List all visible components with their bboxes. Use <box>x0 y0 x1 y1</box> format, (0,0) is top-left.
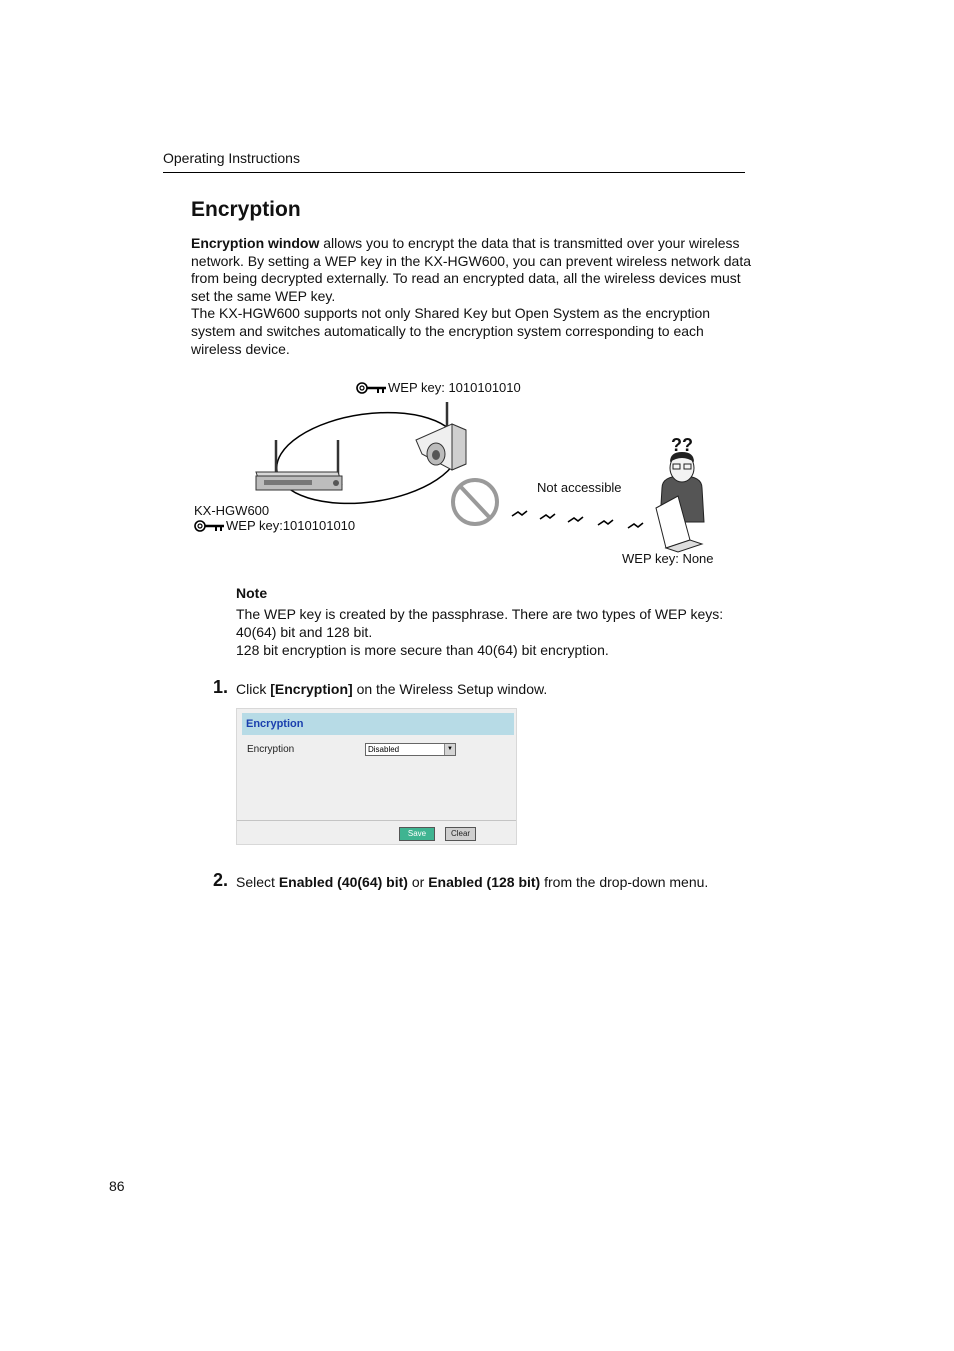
intro-paragraph-1 <box>191 235 751 305</box>
step-1-bold: [Encryption] <box>270 681 353 697</box>
intro-text <box>191 235 751 358</box>
step-2-bold-2: Enabled (128 bit) <box>428 874 541 890</box>
wep-diagram <box>190 372 730 572</box>
not-accessible-label: Not accessible <box>537 480 622 495</box>
router-icon <box>256 440 342 490</box>
intro-lead-bold: Encryption window <box>191 235 320 251</box>
intro-paragraph-2: The KX-HGW600 supports not only Shared Key but Open System as the encryption system and switches automatically to the encryption system corresponding to each wireless device. <box>191 305 711 357</box>
page-number: 86 <box>109 1178 125 1194</box>
save-button[interactable]: Save <box>399 827 435 841</box>
step-1-pre: Click <box>236 681 271 697</box>
page-title: Encryption <box>191 198 301 221</box>
step-2-pre: Select <box>236 874 279 890</box>
step-2-post: from the drop-down menu. <box>540 874 709 890</box>
camera-wep-label: WEP key: 1010101010 <box>388 380 521 395</box>
question-marks: ?? <box>671 435 693 455</box>
note-title: Note <box>236 585 268 601</box>
header-rule <box>163 172 745 173</box>
step-2-bold-1: Enabled (40(64) bit) <box>278 874 408 890</box>
encryption-field-label: Encryption <box>247 744 295 755</box>
note-line-2: 128 bit encryption is more secure than 40(64) bit encryption. <box>236 642 609 658</box>
step-2-text <box>236 874 708 890</box>
running-header: Operating Instructions <box>163 150 300 166</box>
camera-icon <box>416 402 466 470</box>
note-block <box>236 584 746 659</box>
window-divider <box>237 820 516 821</box>
prohibited-icon <box>453 480 497 524</box>
step-1-number: 1. <box>213 677 229 697</box>
encryption-select[interactable] <box>365 743 456 756</box>
clear-button[interactable]: Clear <box>445 827 476 841</box>
key-icon-router <box>195 521 224 531</box>
encryption-window-screenshot <box>236 708 517 845</box>
note-line-1: The WEP key is created by the passphrase. There are two types of WEP keys: 40(64) bit and 128 bit. <box>236 606 724 640</box>
encryption-window-title: Encryption <box>242 713 514 735</box>
user-wep-label: WEP key: None <box>622 551 714 566</box>
intro-lead-rest: allows you to encrypt the data that is transmitted over your wireless network. By setting a WEP key in the KX-HGW600, you can prevent wireless network data from being decrypted externally. To read an encrypted data, all the wireless devices must set the same WEP key. <box>191 235 751 304</box>
chevron-down-icon[interactable]: ▼ <box>444 744 455 755</box>
step-1-text <box>236 681 547 697</box>
router-wep-label: WEP key:1010101010 <box>226 518 356 533</box>
encryption-select-value: Disabled <box>368 745 400 754</box>
user-icon <box>656 452 704 552</box>
step-2-number: 2. <box>213 870 229 890</box>
router-name-label: KX-HGW600 <box>194 503 270 518</box>
signal-zigzags <box>512 511 643 528</box>
step-1-post: on the Wireless Setup window. <box>352 681 548 697</box>
key-icon-camera <box>357 383 386 393</box>
step-2-mid: or <box>407 874 429 890</box>
